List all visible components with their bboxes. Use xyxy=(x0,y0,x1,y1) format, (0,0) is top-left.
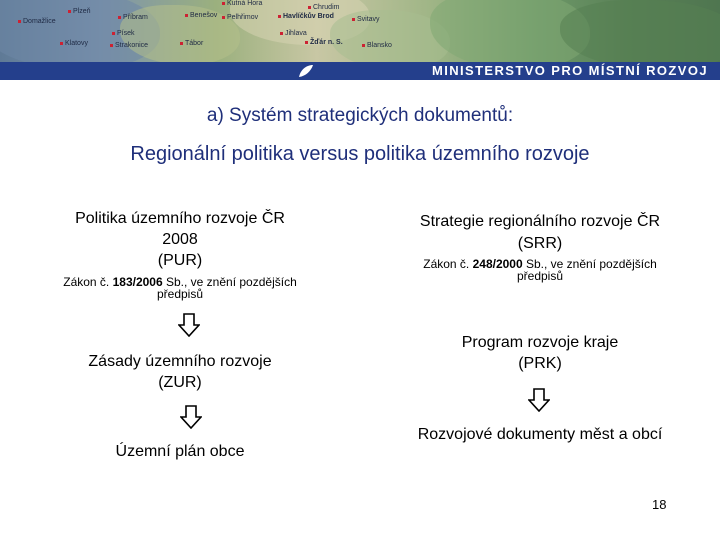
ministry-name: MINISTERSTVO PRO MÍSTNÍ ROZVOJ xyxy=(431,63,708,78)
slide-subheading: Regionální politika versus politika územního rozvoje xyxy=(130,143,590,165)
right-law-prefix: Zákon č. xyxy=(423,257,473,271)
left-main-line1: Politika územního rozvoje ČR xyxy=(75,210,285,227)
city-label: Chrudim xyxy=(308,4,339,11)
city-label: Pelhřimov xyxy=(222,14,258,21)
left-step2-line2: (ZUR) xyxy=(158,374,202,391)
right-main-title xyxy=(370,211,710,254)
page-number: 18 xyxy=(652,497,667,512)
down-arrow-icon xyxy=(528,388,550,412)
city-label: Příbram xyxy=(118,14,148,21)
map-region xyxy=(560,0,720,62)
slide-heading: a) Systém strategických dokumentů: xyxy=(206,105,514,126)
left-main-line2: 2008 xyxy=(162,231,198,248)
header-map-banner xyxy=(0,0,720,62)
down-arrow-icon xyxy=(180,405,202,429)
city-label: Domažlice xyxy=(18,18,56,25)
left-step2-line1: Zásady územního rozvoje xyxy=(88,353,272,370)
city-label: Benešov xyxy=(185,12,217,19)
city-label: Strakonice xyxy=(110,42,148,49)
city-label: Jihlava xyxy=(280,30,307,37)
right-law-suffix: Sb., ve znění pozdějších xyxy=(522,257,657,271)
right-step3: Rozvojové dokumenty měst a obcí xyxy=(417,426,663,443)
left-main-line3: (PUR) xyxy=(157,252,203,269)
right-step2-line2: (PRK) xyxy=(518,355,562,372)
left-law-prefix: Zákon č. xyxy=(63,275,113,289)
city-label: Klatovy xyxy=(60,40,88,47)
left-step3: Územní plán obce xyxy=(115,443,245,460)
city-label: Plzeň xyxy=(68,8,91,15)
left-main-title xyxy=(20,208,340,271)
right-main-line1: Strategie regionálního rozvoje ČR xyxy=(419,213,661,230)
city-label: Písek xyxy=(112,30,135,37)
city-label: Svitavy xyxy=(352,16,380,23)
right-step2 xyxy=(370,332,710,374)
city-label: Žďár n. S. xyxy=(305,39,343,46)
city-label: Blansko xyxy=(362,42,392,49)
city-label: Kutná Hora xyxy=(222,0,262,7)
left-step2 xyxy=(20,351,340,393)
left-law-note xyxy=(20,276,340,300)
ministry-logo-icon xyxy=(296,62,316,80)
right-law-note xyxy=(370,258,710,282)
city-label: Havlíčkův Brod xyxy=(278,13,334,20)
city-label: Tábor xyxy=(180,40,203,47)
left-law-line2: předpisů xyxy=(156,287,204,301)
left-law-suffix: Sb., ve znění pozdějších xyxy=(162,275,297,289)
left-law-number: 183/2006 xyxy=(112,275,163,289)
right-law-line2: předpisů xyxy=(516,269,564,283)
right-main-line2: (SRR) xyxy=(517,235,563,252)
down-arrow-icon xyxy=(178,313,200,337)
right-law-number: 248/2000 xyxy=(472,257,523,271)
right-step2-line1: Program rozvoje kraje xyxy=(461,334,619,351)
